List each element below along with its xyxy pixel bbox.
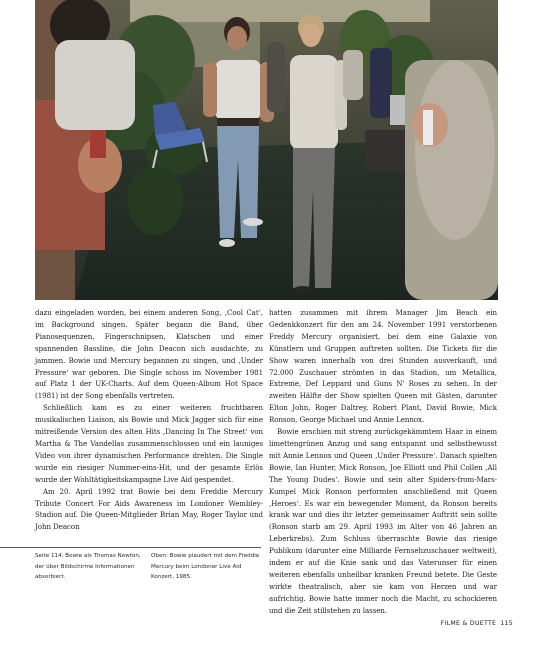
body-column-right (269, 307, 497, 617)
paragraph: Schließlich kam es zu einer weiteren fruchtbaren musikalischen Liaison, als Bowie und Mick Jagger sich für eine mitreißende Version des alten Hits ‚Dancing In The Street‘ von Martha & The Vandellas zusammenschlossen und ein launiges Video von ihrer dynamischen Performance drehten. Die Single wurde ein riesiger Nummer-eins-Hit, und der gesamte Erlös wurde der Wohltätigkeitskampagne Live Aid gespendet. (35, 403, 263, 484)
body-column-left (35, 307, 263, 533)
paragraph: Am 20. April 1992 trat Bowie bei dem Freddie Mercury Tribute Concert For Aids Awareness im Londoner Wembley-Stadion auf. Die Queen-Mitglieder Brian May, Roger Taylor und John Deacon (35, 486, 263, 532)
paragraph: hatten zusammen mit ihrem Manager Jim Beach ein Gedenkkonzert für den am 24. November 1991 verstorbenen Freddy Mercury organisiert, bei dem eine Galaxie von Künstlern und Gruppen auftreten sollten. Die Tickets für die Show waren innerhalb von drei Stunden ausverkauft, und 72.000 Zuschauer strömten in das Stadion, um Metallica, Extreme, Def Leppard und Guns N' Roses zu sehen. In der zweiten Hälfte der Show spielten Queen mit Gästen, darunter Elton John, Roger Daltrey, Robert Plant, David Bowie, Mick Ronson, George Michael und Annie Lennox. (269, 308, 497, 425)
page-number: 115 (500, 620, 513, 627)
caption-page-114: Seite 114: Bowie als Thomas Newton, der über Bildschirme Informationen absorbiert. (35, 553, 141, 581)
paragraph: Bowie erschien mit streng zurückgekämmtem Haar in einem limettengrünen Anzug und sang entspannt und selbstbewusst mit Annie Lennox und Queen ‚Under Pressure‘. Danach spielten Bowie, Ian Hunter, Mick Ronson, Joe Elliott und Phil Collen ‚All The Young Dudes‘. Bowie und sein alter Spiders-from-Mars-Kumpel Mick Ronson performten anschließend mit Queen ‚Heroes‘. Es war ein bewegender Moment, da Ronson bereits krank war und dies ihr letzter gemeinsamer Auftritt sein sollte (Ronson starb am 29. April 1993 im Alter von 46 Jahren an Leberkrebs). Zum Schluss überraschte Bowie das riesige Publikum (darunter eine Milliarde Fernsehzuschauer weltweit), indem er auf die Knie sank und das Vaterunser für einen weiteren ebenfalls unheilbar kranken Freund betete. Die Geste wirkte theatralisch, aber sie kam von Herzen und war aufrichtig. Bowie hatte immer noch die Macht, zu schockieren und die Zeit stillstehen zu lassen. (269, 427, 497, 615)
caption-photo: Oben: Bowie plaudert mit dem Freddie Mercury beim Londoner Live Aid Konzert, 1985. (151, 553, 260, 581)
backstage-photo (35, 0, 498, 300)
caption-divider (0, 547, 261, 548)
paragraph: dazu eingeladen worden, bei einem anderen Song, ‚Cool Cat‘, im Background singen. Später begann die Band, über Pianosequenzen, Fingerschnipsen, Klatschen und einer spannenden Bassline, die John Deacon sich ausdachte, zu jammen. Bowie und Mercury begannen zu singen, und ‚Under Pressure‘ war geboren. Die Single schoss im November 1981 auf Platz 1 der UK-Charts. Auf dem Queen-Album Hot Space (1981) ist der Song ebenfalls vertreten. (35, 308, 263, 401)
page-footer (300, 620, 513, 627)
photo-backstage-icon (35, 0, 498, 300)
section-title: FILME & DUETTE (440, 620, 497, 627)
